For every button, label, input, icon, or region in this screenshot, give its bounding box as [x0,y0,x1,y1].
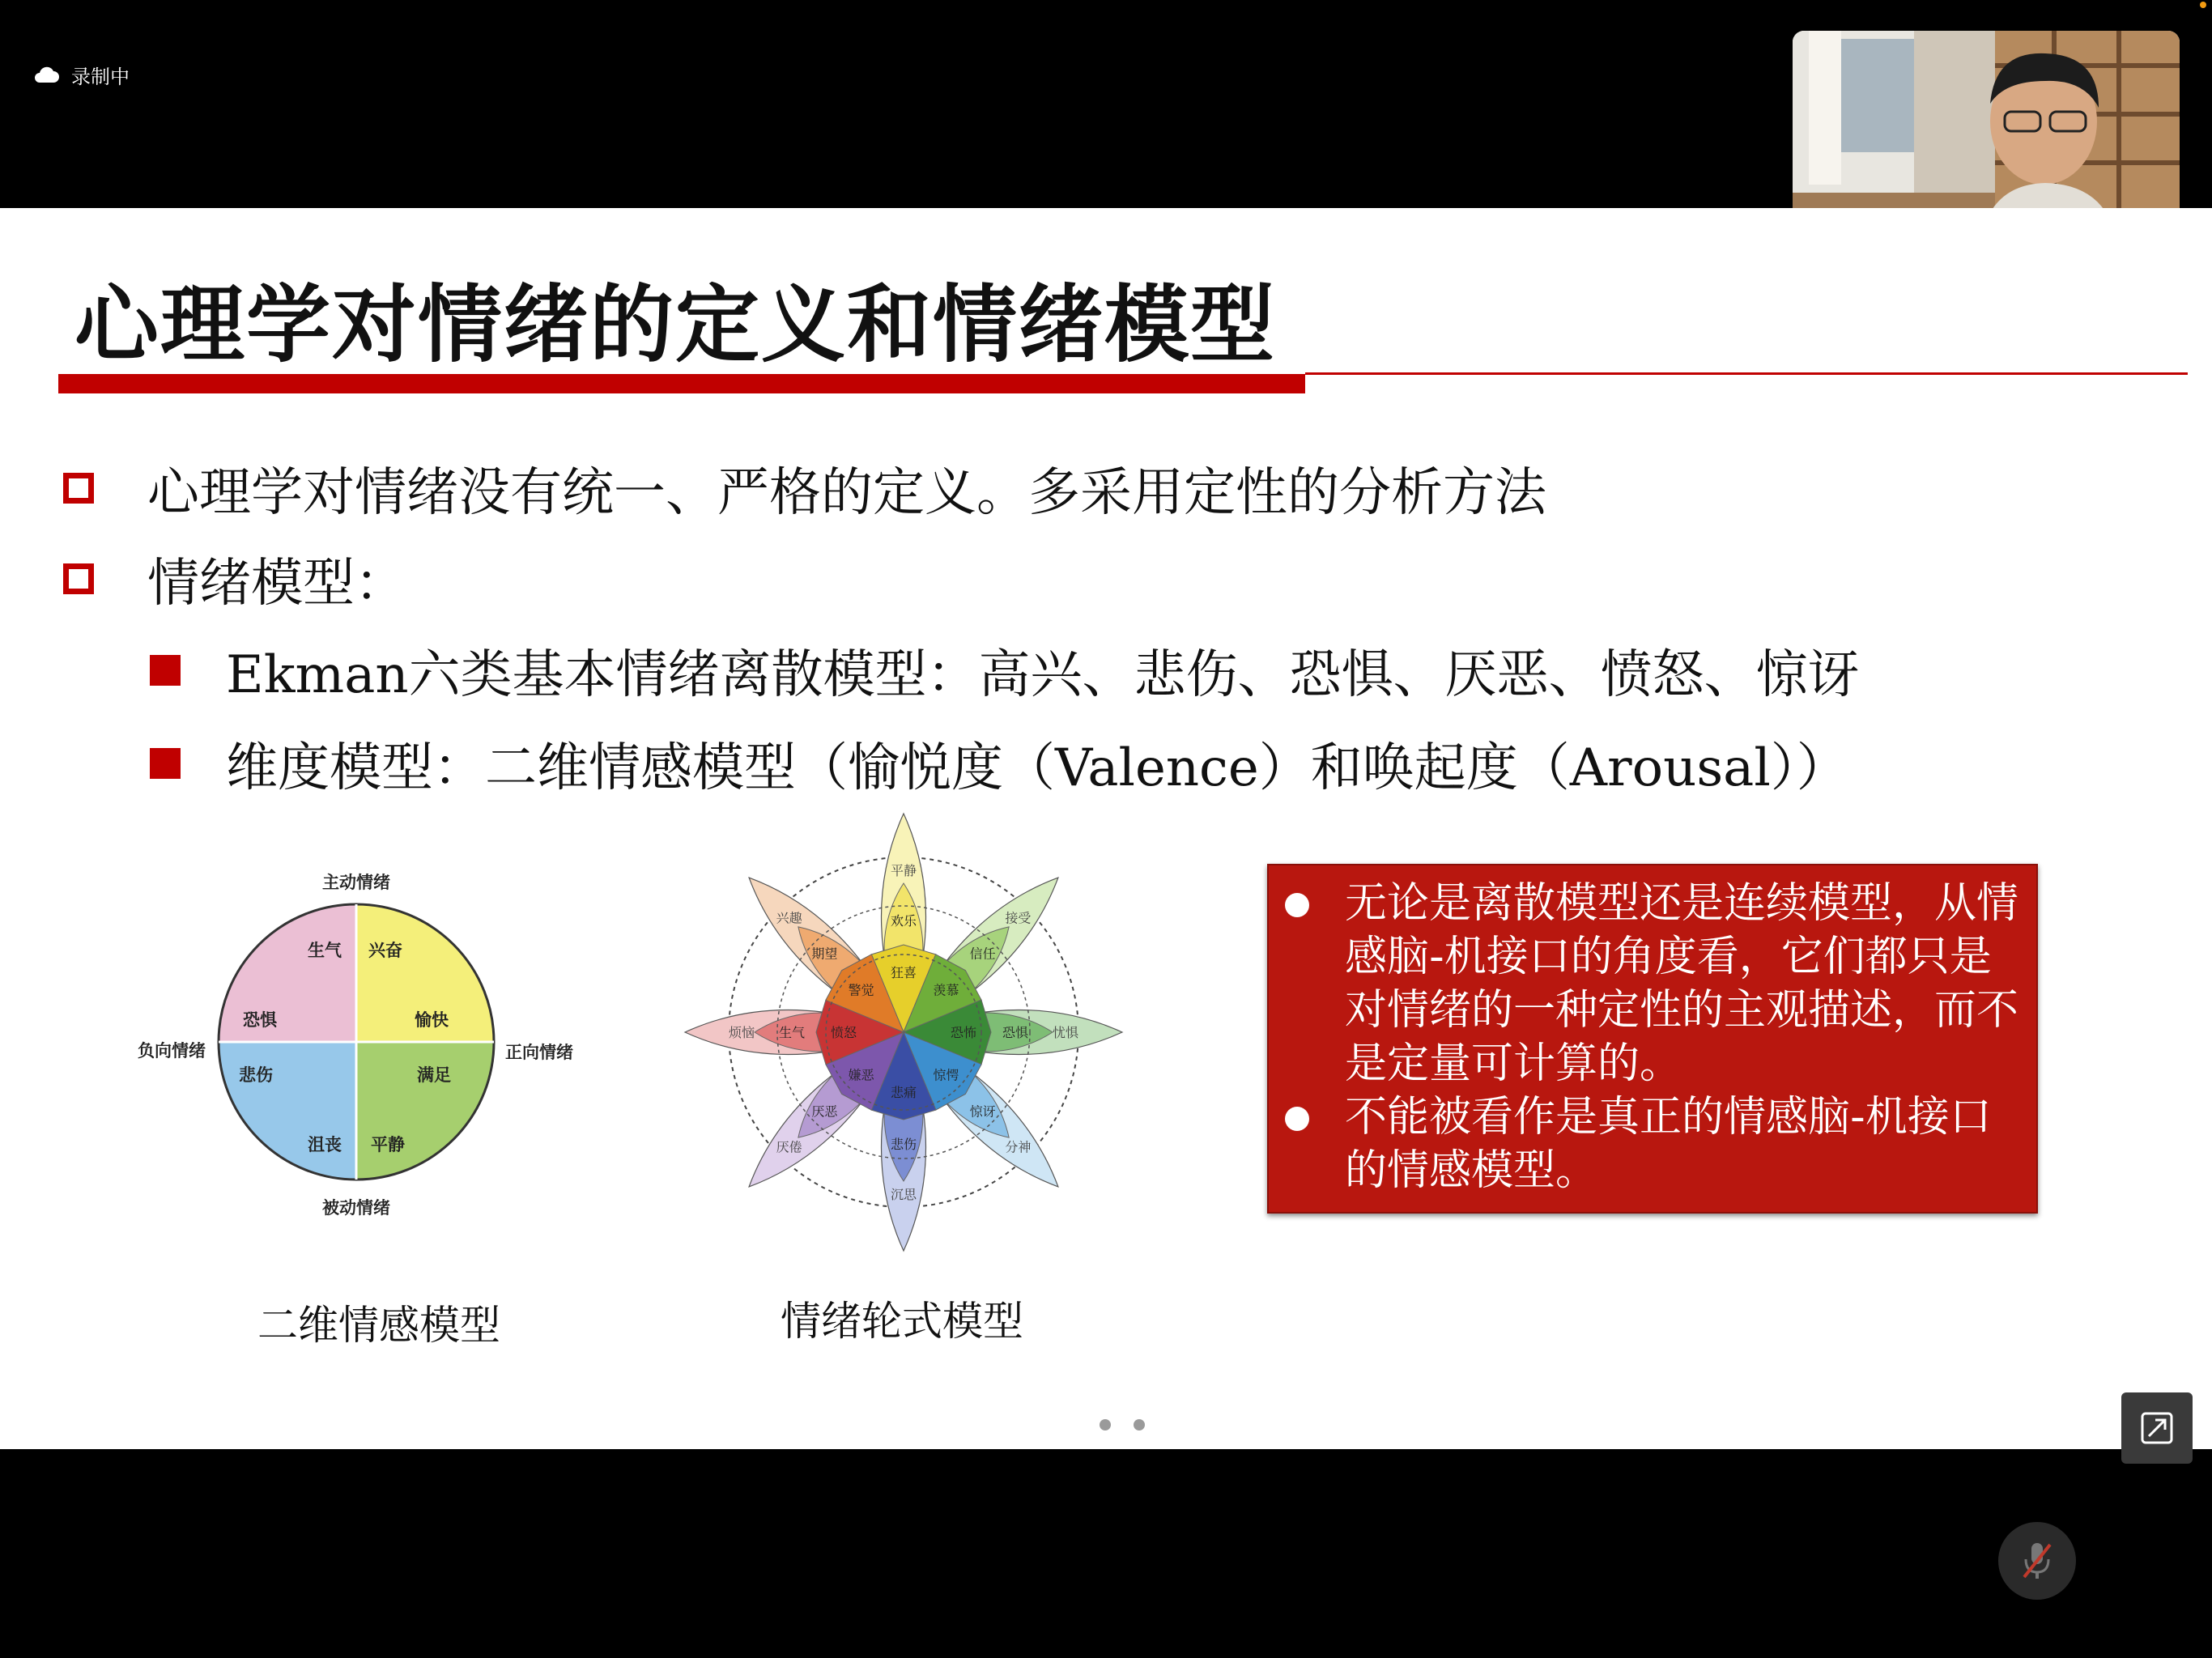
bullet-1 [63,451,1546,525]
expand-icon [2138,1409,2176,1448]
conclusion-callout [1267,864,2038,1214]
wheel-emotion-label: 悲痛 [890,1085,917,1100]
wheel-emotion-label: 羡慕 [933,982,959,998]
mute-button[interactable] [1998,1522,2076,1600]
recording-indicator [32,57,130,92]
callout-item [1269,1090,2020,1197]
sub-bullet-2 [150,726,1848,801]
wheel-emotion-label: 狂喜 [890,965,917,980]
wheel-emotion-label: 接受 [1005,910,1032,926]
cloud-icon [32,65,60,84]
wheel-emotion-label: 愤怒 [830,1025,857,1040]
emotion-label: 兴奋 [368,940,402,960]
sub-bullet-text: 维度模型：二维情感模型（愉悦度（Valence）和唤起度（Arousal）） [226,738,1848,798]
bullet-dot-icon [1285,893,1309,917]
quadrant-passive-positive [356,1042,494,1180]
presentation-slide [0,208,2212,1449]
pager-dot[interactable] [1100,1419,1111,1431]
mic-muted-icon [2019,1540,2055,1582]
emotion-label: 平静 [371,1134,405,1154]
wheel-emotion-label: 厌倦 [776,1139,802,1155]
bullet-text: 心理学对情绪没有统一、严格的定义。多采用定性的分析方法 [147,463,1546,523]
callout-text: 无论是离散模型还是连续模型，从情感脑-机接口的角度看，它们都只是对情绪的一种定性的主观描述，而不是定量可计算的。 [1345,879,2019,1088]
wheel-model-caption: 情绪轮式模型 [781,1298,1023,1345]
wheel-emotion-label: 兴趣 [776,910,802,926]
wheel-emotion-label: 恐怖 [950,1025,977,1040]
wheel-emotion-label: 沉思 [890,1187,917,1202]
axis-label-bottom: 被动情绪 [322,1197,390,1218]
solid-square-bullet-icon [150,655,181,686]
slide-title: 心理学对情绪的定义和情绪模型 [74,275,1277,374]
quadrant-active-negative [219,904,356,1042]
title-underline-thin [1305,372,2188,375]
emotion-label: 悲伤 [239,1065,273,1085]
wheel-emotion-label: 悲伤 [890,1137,917,1152]
activity-dot [2200,2,2206,8]
emotion-label: 沮丧 [308,1134,342,1154]
emotion-wheel-diagram [677,806,1130,1259]
circle-model-caption: 二维情感模型 [257,1302,500,1349]
recording-label: 录制中 [71,65,130,88]
quadrant-passive-negative [219,1042,356,1180]
solid-square-bullet-icon [150,748,181,779]
hollow-square-bullet-icon [63,473,94,504]
callout-text: 不能被看作是真正的情感脑-机接口的情感模型。 [1345,1093,1992,1195]
callout-item [1269,877,2020,1090]
wheel-emotion-label: 生气 [778,1025,806,1040]
axis-label-right: 正向情绪 [505,1042,573,1062]
wheel-emotion-label: 惊愕 [933,1067,959,1083]
wheel-emotion-label: 厌恶 [811,1103,838,1120]
sub-bullet-1 [150,633,1860,708]
wheel-emotion-label: 恐惧 [1002,1025,1029,1040]
wheel-emotion-label: 警觉 [848,982,874,998]
pager-dot[interactable] [1134,1419,1145,1431]
hollow-square-bullet-icon [63,563,94,594]
emotion-label: 满足 [417,1065,451,1085]
bullet-text: 情绪模型： [147,554,406,614]
wheel-emotion-label: 烦恼 [728,1025,755,1040]
axis-label-left: 负向情绪 [138,1040,206,1061]
emotion-label: 生气 [308,940,342,960]
bullet-dot-icon [1285,1107,1309,1131]
wheel-emotion-label: 期望 [811,946,838,962]
axis-label-top: 主动情绪 [322,872,390,892]
circle-emotion-diagram [130,840,599,1244]
sub-bullet-text: Ekman六类基本情绪离散模型：高兴、悲伤、恐惧、厌恶、愤怒、惊讶 [226,645,1860,705]
wheel-emotion-label: 嫌恶 [848,1067,874,1083]
emotion-label: 愉快 [415,1010,449,1030]
wheel-emotion-label: 分神 [1005,1139,1032,1155]
wheel-emotion-label: 欢乐 [890,913,917,929]
slide-pager[interactable] [1100,1419,1145,1431]
title-underline [58,374,1305,393]
wheel-emotion-label: 平静 [890,863,917,878]
wheel-emotion-label: 忧惧 [1052,1025,1079,1040]
bullet-2 [63,542,406,616]
wheel-emotion-label: 惊讶 [969,1103,996,1120]
emotion-label: 恐惧 [243,1010,277,1030]
wheel-emotion-label: 信任 [969,946,996,962]
expand-button[interactable] [2121,1392,2193,1464]
